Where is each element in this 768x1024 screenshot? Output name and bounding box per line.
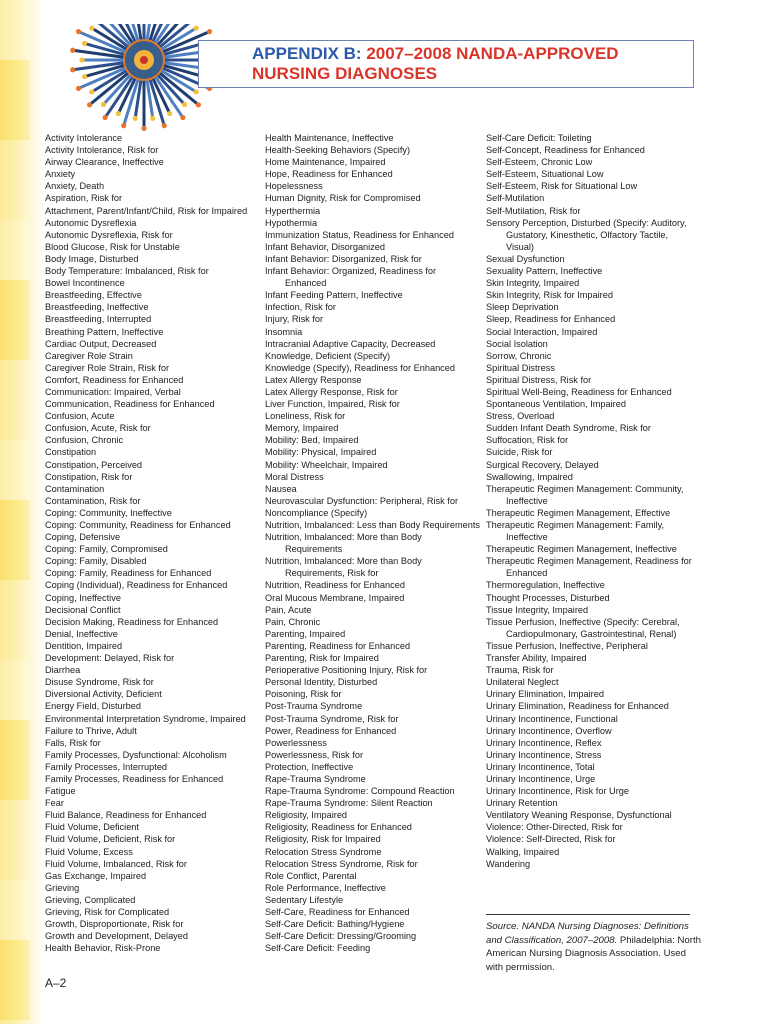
diagnosis-item: Religiosity, Readiness for Enhanced (265, 822, 412, 833)
diagnosis-item: Sleep, Readiness for Enhanced (486, 314, 616, 325)
diagnosis-item: Breathing Pattern, Ineffective (45, 326, 164, 337)
diagnosis-item: Immunization Status, Readiness for Enhanced (265, 229, 454, 240)
diagnosis-item: Mobility: Wheelchair, Impaired (265, 459, 388, 470)
diagnosis-item: Therapeutic Regimen Management, Readiness for Enhanced (486, 556, 692, 579)
diagnosis-item: Contamination (45, 483, 105, 494)
diagnosis-item: Religiosity, Impaired (265, 810, 348, 821)
diagnosis-item: Neurovascular Dysfunction: Peripheral, Risk for (265, 495, 459, 506)
diagnosis-item: Powerlessness (265, 737, 327, 748)
diagnosis-item: Parenting, Readiness for Enhanced (265, 640, 411, 651)
diagnosis-item: Grieving, Risk for Complicated (45, 907, 170, 917)
diagnosis-item: Urinary Incontinence, Reflex (486, 737, 602, 748)
diagnosis-item: Coping: Family, Readiness for Enhanced (45, 568, 212, 579)
diagnosis-item: Falls, Risk for (45, 737, 101, 748)
diagnosis-item: Attachment, Parent/Infant/Child, Risk for Impaired (45, 205, 248, 216)
diagnosis-item: Social Isolation (486, 338, 548, 349)
diagnosis-item: Family Processes, Dysfunctional: Alcoholism (45, 749, 227, 760)
diagnosis-item: Health Behavior, Risk-Prone (45, 943, 161, 954)
diagnosis-item: Sedentary Lifestyle (265, 894, 344, 905)
diagnosis-item: Breastfeeding, Effective (45, 290, 142, 301)
diagnosis-item: Pain, Chronic (265, 616, 321, 627)
diagnosis-item: Sleep Deprivation (486, 302, 559, 313)
diagnosis-item: Communication: Impaired, Verbal (45, 386, 181, 397)
diagnosis-item: Urinary Incontinence, Risk for Urge (486, 786, 629, 797)
diagnosis-item: Role Performance, Ineffective (265, 882, 386, 893)
diagnosis-item: Sexuality Pattern, Ineffective (486, 266, 603, 277)
diagnosis-item: Caregiver Role Strain (45, 350, 133, 361)
diagnosis-item: Sudden Infant Death Syndrome, Risk for (486, 423, 651, 434)
diagnosis-item: Sexual Dysfunction (486, 253, 565, 264)
diagnosis-item: Urinary Incontinence, Total (486, 761, 595, 772)
diagnosis-item: Development: Delayed, Risk for (45, 653, 175, 664)
diagnosis-item: Skin Integrity, Risk for Impaired (486, 290, 613, 301)
diagnosis-item: Moral Distress (265, 471, 324, 482)
diagnosis-item: Self-Esteem, Situational Low (486, 169, 604, 180)
diagnosis-item: Unilateral Neglect (486, 677, 559, 688)
diagnosis-item: Latex Allergy Response, Risk for (265, 386, 398, 397)
diagnosis-item: Hyperthermia (265, 205, 321, 216)
diagnosis-item: Loneliness, Risk for (265, 411, 346, 422)
diagnosis-item: Coping: Family, Compromised (45, 544, 168, 555)
diagnosis-item: Cardiac Output, Decreased (45, 338, 157, 349)
diagnosis-item: Sensory Perception, Disturbed (Specify: Auditory, Gustatory, Kinesthetic, Olfactory Tactile, Visual) (486, 217, 687, 252)
diagnosis-item: Latex Allergy Response (265, 374, 362, 385)
diagnosis-item: Wandering (486, 858, 531, 869)
diagnosis-item: Infant Behavior, Disorganized (265, 241, 386, 252)
diagnosis-item: Nutrition, Readiness for Enhanced (265, 580, 405, 591)
decorative-side-strip (0, 0, 44, 1024)
diagnosis-item: Comfort, Readiness for Enhanced (45, 374, 184, 385)
diagnosis-item: Nutrition, Imbalanced: More than Body Requirements (265, 532, 422, 555)
diagnosis-item: Hope, Readiness for Enhanced (265, 169, 393, 180)
diagnosis-item: Autonomic Dysreflexia, Risk for (45, 229, 173, 240)
diagnosis-item: Transfer Ability, Impaired (486, 653, 587, 664)
diagnosis-item: Violence: Other-Directed, Risk for (486, 822, 623, 833)
diagnosis-item: Autonomic Dysreflexia (45, 217, 137, 228)
diagnosis-item: Constipation, Perceived (45, 459, 143, 470)
diagnosis-item: Stress, Overload (486, 411, 555, 422)
diagnosis-item: Nutrition, Imbalanced: More than Body Requirements, Risk for (265, 556, 422, 579)
diagnosis-item: Self-Mutilation (486, 193, 545, 204)
diagnosis-item: Trauma, Risk for (486, 665, 554, 676)
diagnosis-item: Therapeutic Regimen Management: Community, Ineffective (486, 483, 684, 506)
diagnosis-item: Infection, Risk for (265, 302, 336, 313)
diagnosis-item: Coping: Family, Disabled (45, 556, 147, 567)
diagnosis-item: Nausea (265, 483, 297, 494)
diagnosis-item: Confusion, Acute (45, 411, 115, 422)
diagnosis-item: Self-Care, Readiness for Enhanced (265, 907, 410, 917)
diagnosis-item: Violence: Self-Directed, Risk for (486, 834, 616, 845)
diagnosis-item: Spiritual Distress, Risk for (486, 374, 592, 385)
diagnosis-item: Walking, Impaired (486, 846, 560, 857)
diagnosis-item: Suffocation, Risk for (486, 435, 569, 446)
source-divider (486, 914, 690, 915)
diagnosis-item: Airway Clearance, Ineffective (45, 157, 164, 168)
diagnosis-item: Personal Identity, Disturbed (265, 677, 378, 688)
diagnosis-item: Caregiver Role Strain, Risk for (45, 362, 170, 373)
diagnosis-item: Infant Behavior: Organized, Readiness for Enhanced (265, 266, 437, 289)
diagnosis-item: Therapeutic Regimen Management: Family, Ineffective (486, 520, 665, 543)
diagnosis-item: Confusion, Chronic (45, 435, 124, 446)
diagnosis-item: Self-Care Deficit: Dressing/Grooming (265, 931, 417, 942)
diagnosis-item: Tissue Perfusion, Ineffective, Peripheral (486, 640, 648, 651)
source-citation: Source. NANDA Nursing Diagnoses: Definitions and Classification, 2007–2008. (486, 921, 689, 946)
diagnosis-item: Fluid Volume, Deficient (45, 822, 139, 833)
diagnosis-item: Spiritual Well-Being, Readiness for Enhanced (486, 386, 672, 397)
diagnosis-item: Coping: Community, Ineffective (45, 507, 172, 518)
diagnoses-column-3 (486, 132, 696, 870)
diagnosis-item: Role Conflict, Parental (265, 870, 357, 881)
diagnosis-item: Human Dignity, Risk for Compromised (265, 193, 421, 204)
diagnosis-item: Post-Trauma Syndrome, Risk for (265, 713, 399, 724)
diagnosis-item: Protection, Ineffective (265, 761, 354, 772)
diagnosis-item: Communication, Readiness for Enhanced (45, 399, 215, 410)
diagnosis-item: Urinary Incontinence, Overflow (486, 725, 612, 736)
diagnosis-item: Urinary Incontinence, Functional (486, 713, 618, 724)
diagnosis-item: Suicide, Risk for (486, 447, 553, 458)
diagnosis-item: Power, Readiness for Enhanced (265, 725, 397, 736)
title-line-2: NURSING DIAGNOSES (252, 64, 438, 83)
diagnosis-item: Anxiety (45, 169, 76, 180)
diagnosis-item: Therapeutic Regimen Management, Effective (486, 507, 671, 518)
diagnosis-item: Body Image, Disturbed (45, 253, 139, 264)
diagnosis-item: Environmental Interpretation Syndrome, Impaired (45, 713, 246, 724)
diagnosis-item: Self-Care Deficit: Feeding (265, 943, 371, 954)
diagnosis-item: Rape-Trauma Syndrome: Compound Reaction (265, 786, 455, 797)
diagnosis-item: Coping (Individual), Readiness for Enhanced (45, 580, 228, 591)
page-title (252, 44, 682, 84)
diagnosis-item: Infant Feeding Pattern, Ineffective (265, 290, 403, 301)
diagnosis-item: Self-Esteem, Risk for Situational Low (486, 181, 638, 192)
diagnosis-item: Home Maintenance, Impaired (265, 157, 386, 168)
diagnosis-item: Growth, Disproportionate, Risk for (45, 919, 184, 930)
diagnosis-item: Fatigue (45, 786, 76, 797)
diagnosis-item: Bowel Incontinence (45, 278, 125, 289)
diagnosis-item: Self-Care Deficit: Bathing/Hygiene (265, 919, 405, 930)
diagnosis-item: Decisional Conflict (45, 604, 121, 615)
diagnosis-item: Nutrition, Imbalanced: Less than Body Requirements (265, 520, 481, 530)
diagnosis-item: Self-Esteem, Chronic Low (486, 157, 593, 168)
diagnosis-item: Social Interaction, Impaired (486, 326, 598, 337)
diagnosis-item: Energy Field, Disturbed (45, 701, 142, 712)
diagnosis-item: Gas Exchange, Impaired (45, 870, 147, 881)
title-line-1: 2007–2008 NANDA-APPROVED (366, 44, 619, 63)
diagnosis-item: Diarrhea (45, 665, 81, 676)
source-note (486, 920, 701, 974)
diagnosis-item: Aspiration, Risk for (45, 193, 123, 204)
diagnoses-column-2 (265, 132, 480, 954)
diagnosis-item: Decision Making, Readiness for Enhanced (45, 616, 219, 627)
diagnosis-item: Thought Processes, Disturbed (486, 592, 610, 603)
diagnosis-item: Knowledge (Specify), Readiness for Enhanced (265, 362, 455, 373)
diagnosis-item: Hypothermia (265, 217, 318, 228)
diagnosis-item: Grieving, Complicated (45, 894, 136, 905)
diagnosis-item: Breastfeeding, Ineffective (45, 302, 149, 313)
diagnosis-item: Post-Trauma Syndrome (265, 701, 363, 712)
diagnosis-item: Activity Intolerance (45, 133, 123, 143)
diagnosis-item: Health Maintenance, Ineffective (265, 133, 394, 143)
diagnosis-item: Coping, Defensive (45, 532, 121, 543)
diagnosis-item: Hopelessness (265, 181, 323, 192)
diagnosis-item: Urinary Elimination, Readiness for Enhanced (486, 701, 669, 712)
diagnosis-item: Mobility: Physical, Impaired (265, 447, 377, 458)
diagnosis-item: Activity Intolerance, Risk for (45, 145, 159, 156)
diagnosis-item: Surgical Recovery, Delayed (486, 459, 599, 470)
diagnosis-item: Rape-Trauma Syndrome (265, 773, 366, 784)
diagnosis-item: Spiritual Distress (486, 362, 555, 373)
diagnosis-item: Relocation Stress Syndrome (265, 846, 382, 857)
diagnosis-item: Constipation, Risk for (45, 471, 133, 482)
diagnosis-item: Fluid Volume, Excess (45, 846, 133, 857)
diagnosis-item: Oral Mucous Membrane, Impaired (265, 592, 405, 603)
diagnosis-item: Dentition, Impaired (45, 640, 123, 651)
diagnosis-item: Growth and Development, Delayed (45, 931, 188, 942)
diagnosis-item: Relocation Stress Syndrome, Risk for (265, 858, 418, 869)
diagnosis-item: Family Processes, Interrupted (45, 761, 168, 772)
diagnosis-item: Failure to Thrive, Adult (45, 725, 137, 736)
title-prefix: APPENDIX B: (252, 44, 362, 63)
diagnosis-item: Diversional Activity, Deficient (45, 689, 162, 700)
diagnosis-item: Liver Function, Impaired, Risk for (265, 399, 400, 410)
diagnosis-item: Disuse Syndrome, Risk for (45, 677, 154, 688)
diagnosis-item: Parenting, Risk for Impaired (265, 653, 379, 664)
diagnosis-item: Therapeutic Regimen Management, Ineffective (486, 544, 677, 555)
diagnosis-item: Family Processes, Readiness for Enhanced (45, 773, 224, 784)
source-publisher: Philadelphia: North American Nursing Diagnosis Association. Used with permission. (486, 934, 701, 973)
diagnosis-item: Self-Concept, Readiness for Enhanced (486, 145, 645, 156)
diagnosis-item: Swallowing, Impaired (486, 471, 573, 482)
diagnosis-item: Fluid Balance, Readiness for Enhanced (45, 810, 207, 821)
diagnosis-item: Perioperative Positioning Injury, Risk for (265, 665, 428, 676)
diagnosis-item: Mobility: Bed, Impaired (265, 435, 359, 446)
diagnosis-item: Breastfeeding, Interrupted (45, 314, 152, 325)
diagnosis-item: Health-Seeking Behaviors (Specify) (265, 145, 411, 156)
diagnosis-item: Body Temperature: Imbalanced, Risk for (45, 266, 209, 277)
diagnosis-item: Urinary Incontinence, Stress (486, 749, 602, 760)
diagnosis-item: Intracranial Adaptive Capacity, Decreased (265, 338, 436, 349)
diagnosis-item: Constipation (45, 447, 97, 458)
diagnosis-item: Confusion, Acute, Risk for (45, 423, 151, 434)
diagnosis-item: Skin Integrity, Impaired (486, 278, 580, 289)
diagnosis-item: Urinary Retention (486, 798, 558, 809)
diagnosis-item: Grieving (45, 882, 80, 893)
diagnosis-item: Coping: Community, Readiness for Enhanced (45, 520, 231, 530)
diagnosis-item: Self-Care Deficit: Toileting (486, 133, 592, 143)
diagnosis-item: Religiosity, Risk for Impaired (265, 834, 381, 845)
diagnosis-item: Injury, Risk for (265, 314, 324, 325)
diagnosis-item: Memory, Impaired (265, 423, 339, 434)
page-number: A–2 (45, 976, 67, 990)
diagnosis-item: Insomnia (265, 326, 303, 337)
diagnosis-item: Pain, Acute (265, 604, 312, 615)
diagnoses-column-1 (45, 132, 260, 954)
diagnosis-item: Powerlessness, Risk for (265, 749, 364, 760)
diagnosis-item: Urinary Incontinence, Urge (486, 773, 596, 784)
diagnosis-item: Sorrow, Chronic (486, 350, 552, 361)
diagnosis-item: Denial, Ineffective (45, 628, 118, 639)
diagnosis-item: Thermoregulation, Ineffective (486, 580, 605, 591)
diagnosis-item: Urinary Elimination, Impaired (486, 689, 604, 700)
diagnosis-item: Tissue Perfusion, Ineffective (Specify: Cerebral, Cardiopulmonary, Gastrointestinal, Renal) (486, 616, 680, 639)
diagnosis-item: Poisoning, Risk for (265, 689, 342, 700)
diagnosis-item: Fluid Volume, Imbalanced, Risk for (45, 858, 187, 869)
diagnosis-item: Spontaneous Ventilation, Impaired (486, 399, 626, 410)
diagnosis-item: Noncompliance (Specify) (265, 507, 368, 518)
diagnosis-item: Blood Glucose, Risk for Unstable (45, 241, 180, 252)
diagnosis-item: Infant Behavior: Disorganized, Risk for (265, 253, 422, 264)
diagnosis-item: Tissue Integrity, Impaired (486, 604, 589, 615)
diagnosis-item: Parenting, Impaired (265, 628, 346, 639)
diagnosis-item: Ventilatory Weaning Response, Dysfunctional (486, 810, 672, 821)
diagnosis-item: Fear (45, 798, 64, 809)
diagnosis-item: Coping, Ineffective (45, 592, 121, 603)
diagnosis-item: Rape-Trauma Syndrome: Silent Reaction (265, 798, 433, 809)
diagnosis-item: Knowledge, Deficient (Specify) (265, 350, 391, 361)
diagnosis-item: Contamination, Risk for (45, 495, 141, 506)
diagnosis-item: Self-Mutilation, Risk for (486, 205, 581, 216)
diagnosis-item: Anxiety, Death (45, 181, 105, 192)
diagnosis-item: Fluid Volume, Deficient, Risk for (45, 834, 176, 845)
